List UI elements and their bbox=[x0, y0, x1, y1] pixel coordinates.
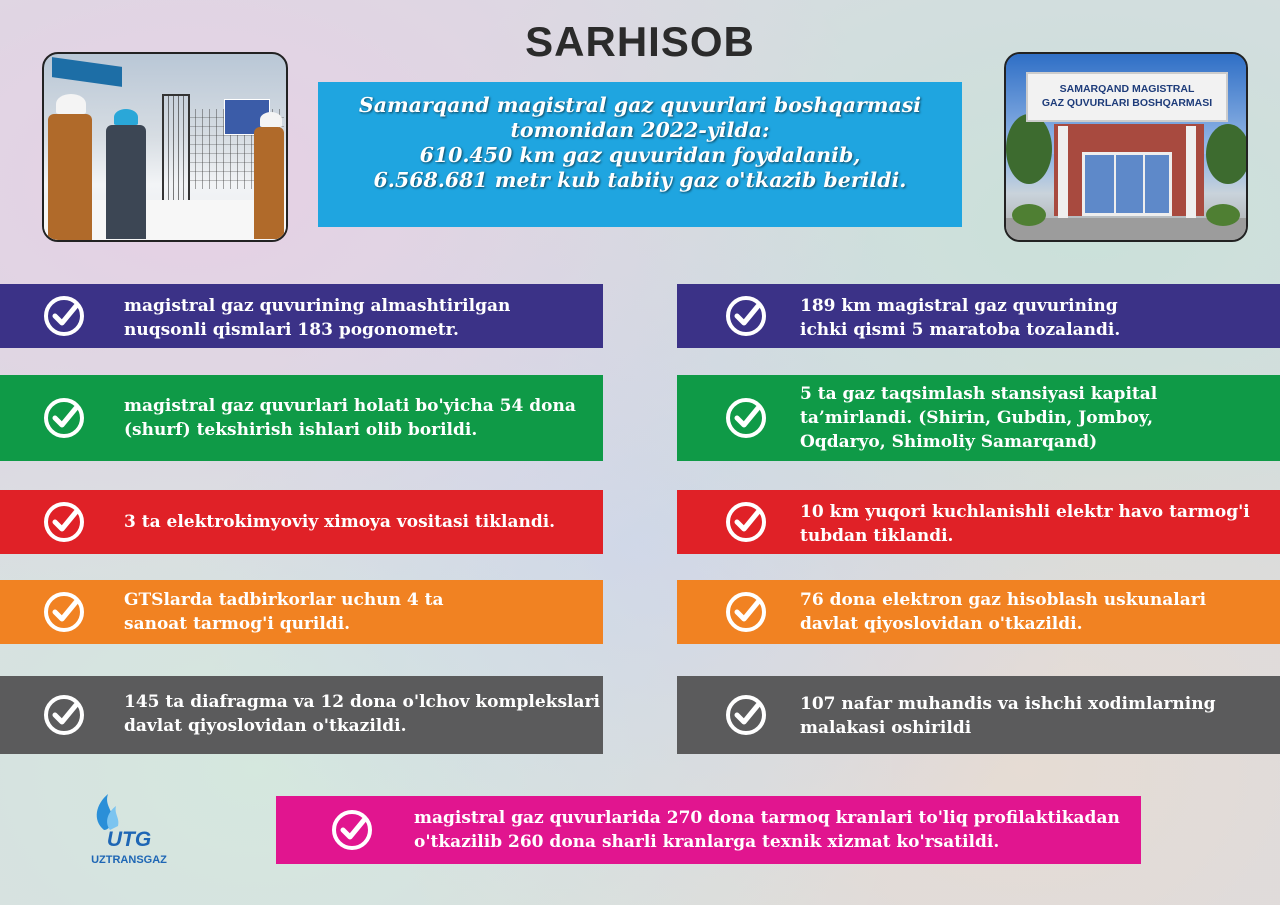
achievement-text bbox=[124, 510, 555, 534]
achievement-banner bbox=[0, 375, 603, 461]
photo-bush bbox=[1206, 204, 1240, 226]
uztransgaz-logo bbox=[74, 782, 184, 872]
photo-tree bbox=[1206, 124, 1248, 184]
checkmark-icon bbox=[724, 590, 768, 634]
building-sign-line: SAMARQAND MAGISTRAL bbox=[1059, 83, 1195, 95]
checkmark-icon bbox=[42, 500, 86, 544]
summary-line: Samarqand magistral gaz quvurlari boshqarmasi bbox=[358, 93, 922, 117]
building-sign bbox=[1026, 72, 1228, 122]
checkmark-icon bbox=[724, 396, 768, 440]
achievement-line: magistral gaz quvurlarida 270 dona tarmoq kranlari to'liq profilaktikadan bbox=[414, 808, 1120, 828]
photo-tree bbox=[1006, 114, 1052, 184]
checkmark-icon bbox=[42, 590, 86, 634]
building-photo bbox=[1004, 52, 1248, 242]
achievement-line: Oqdaryo, Shimoliy Samarqand) bbox=[800, 432, 1098, 452]
achievement-text bbox=[800, 294, 1120, 342]
achievement-line: 3 ta elektrokimyoviy ximoya vositasi tiklandi. bbox=[124, 512, 556, 532]
achievement-line: sanoat tarmog'i qurildi. bbox=[124, 614, 351, 634]
achievement-line: ta’mirlandi. (Shirin, Gubdin, Jomboy, bbox=[800, 408, 1154, 428]
summary-line: 610.450 km gaz quvuridan foydalanib, bbox=[419, 143, 861, 167]
logo-name: UTG bbox=[106, 828, 152, 851]
building-sign-line: GAZ QUVURLARI BOSHQARMASI bbox=[1041, 97, 1213, 109]
achievement-banner bbox=[0, 284, 603, 348]
page-title: SARHISOB bbox=[525, 18, 755, 65]
achievement-text bbox=[800, 382, 1157, 454]
achievement-text bbox=[800, 500, 1250, 548]
achievement-banner bbox=[276, 796, 1141, 864]
achievement-line: malakasi oshirildi bbox=[800, 718, 972, 738]
achievement-line: 10 km yuqori kuchlanishli elektr havo tarmog'i bbox=[800, 502, 1250, 522]
achievement-line: tubdan tiklandi. bbox=[800, 526, 954, 546]
summary-box bbox=[318, 82, 962, 227]
summary-line: 6.568.681 metr kub tabiiy gaz o'tkazib berildi. bbox=[373, 168, 907, 192]
achievement-banner bbox=[0, 676, 603, 754]
achievement-line: nuqsonli qismlari 183 pogonometr. bbox=[124, 320, 459, 340]
summary-line: tomonidan 2022-yilda: bbox=[510, 118, 770, 142]
achievement-line: ichki qismi 5 maratoba tozalandi. bbox=[800, 320, 1121, 340]
achievement-line: GTSlarda tadbirkorlar uchun 4 ta bbox=[124, 590, 444, 610]
checkmark-icon bbox=[724, 294, 768, 338]
achievement-text bbox=[124, 588, 444, 636]
achievement-banner bbox=[677, 676, 1280, 754]
achievement-text bbox=[800, 588, 1206, 636]
photo-door bbox=[1082, 152, 1172, 216]
achievement-banner bbox=[677, 580, 1280, 644]
achievement-line: 107 nafar muhandis va ishchi xodimlarning bbox=[800, 694, 1216, 714]
checkmark-icon bbox=[724, 500, 768, 544]
photo-gate bbox=[162, 94, 190, 208]
achievement-text bbox=[414, 806, 1120, 854]
achievement-text bbox=[124, 690, 600, 738]
achievement-banner bbox=[677, 490, 1280, 554]
achievement-text bbox=[800, 692, 1216, 740]
photo-column bbox=[1186, 126, 1196, 218]
checkmark-icon bbox=[330, 808, 374, 852]
achievement-line: 145 ta diafragma va 12 dona o'lchov komplekslari bbox=[124, 692, 600, 712]
achievement-line: davlat qiyoslovidan o'tkazildi. bbox=[124, 716, 407, 736]
photo-bush bbox=[1012, 204, 1046, 226]
achievement-line: 189 km magistral gaz quvurining bbox=[800, 296, 1118, 316]
photo-roof bbox=[52, 57, 122, 87]
achievement-line: magistral gaz quvurining almashtirilgan bbox=[124, 296, 511, 316]
checkmark-icon bbox=[42, 396, 86, 440]
achievement-line: (shurf) tekshirish ishlari olib borildi. bbox=[124, 420, 478, 440]
achievement-text bbox=[124, 294, 510, 342]
achievement-line: magistral gaz quvurlari holati bo'yicha 54 dona bbox=[124, 396, 576, 416]
checkmark-icon bbox=[42, 693, 86, 737]
flame-icon bbox=[74, 782, 184, 832]
logo-subtitle: UZTRANSGAZ bbox=[91, 854, 167, 866]
achievement-line: o'tkazilib 260 dona sharli kranlarga texnik xizmat ko'rsatildi. bbox=[414, 832, 1000, 852]
achievement-banner bbox=[0, 490, 603, 554]
checkmark-icon bbox=[42, 294, 86, 338]
achievement-text bbox=[124, 394, 576, 442]
achievement-line: 76 dona elektron gaz hisoblash uskunalari bbox=[800, 590, 1207, 610]
achievement-line: davlat qiyoslovidan o'tkazildi. bbox=[800, 614, 1083, 634]
achievement-banner bbox=[677, 375, 1280, 461]
photo-column bbox=[1058, 126, 1068, 218]
checkmark-icon bbox=[724, 693, 768, 737]
achievement-banner bbox=[677, 284, 1280, 348]
achievement-line: 5 ta gaz taqsimlash stansiyasi kapital bbox=[800, 384, 1158, 404]
achievement-banner bbox=[0, 580, 603, 644]
workers-photo bbox=[42, 52, 288, 242]
